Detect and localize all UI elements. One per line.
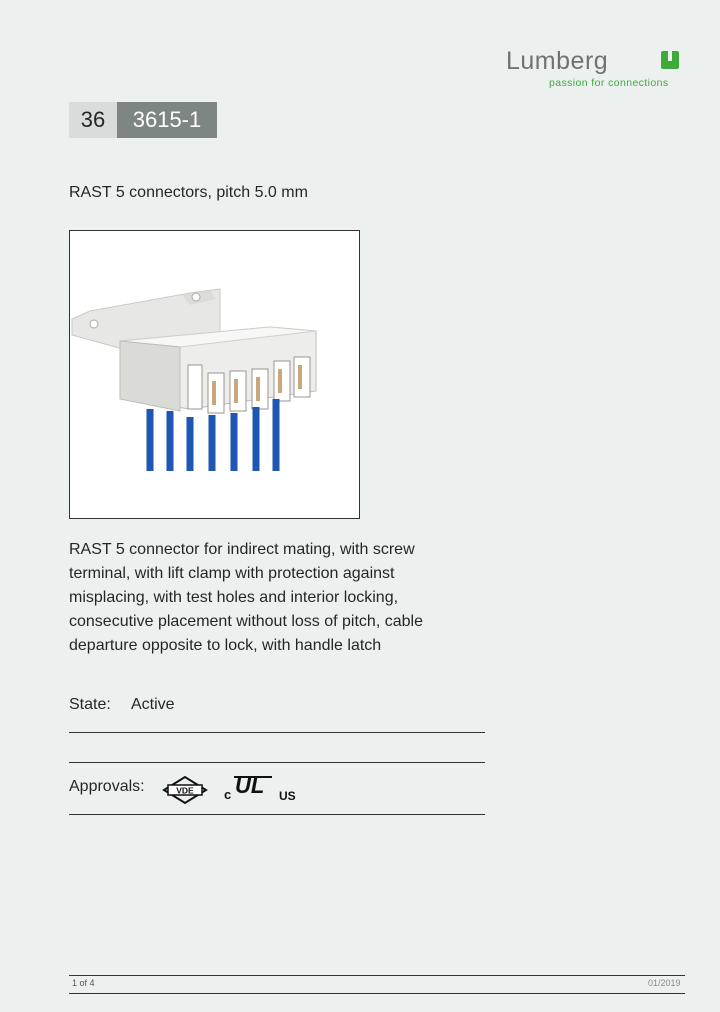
part-series: 36 [69, 102, 117, 138]
footer-divider-top [69, 975, 685, 976]
svg-text:UL: UL [235, 773, 265, 798]
footer-divider-bottom [69, 993, 685, 994]
footer-date: 01/2019 [648, 978, 681, 988]
state-value: Active [131, 696, 175, 713]
product-subtitle: RAST 5 connectors, pitch 5.0 mm [69, 184, 308, 201]
product-description: RAST 5 connector for indirect mating, with screw terminal, with lift clamp with protection against misplacing, with test holes and interior locking, consecutive placement without loss of pitch, cable departure opposite to lock, with handle latch [69, 541, 423, 654]
vde-mark [162, 775, 208, 810]
connector-photo [70, 231, 359, 518]
part-number: 3615-1 [117, 102, 217, 138]
page-number: 1 of 4 [72, 978, 95, 988]
ul-mark [224, 773, 296, 810]
lumberg-logo-icon [661, 51, 679, 69]
company-logo [506, 46, 690, 92]
divider [69, 814, 485, 815]
svg-text:VDE: VDE [176, 785, 194, 796]
divider [69, 762, 485, 763]
state-label: State: [69, 696, 111, 713]
svg-text:c: c [224, 787, 232, 802]
divider [69, 732, 485, 733]
logo-tagline: passion for connections [549, 77, 669, 89]
approvals-label: Approvals: [69, 778, 145, 795]
svg-text:US: US [279, 789, 296, 803]
product-image-frame [69, 230, 360, 519]
logo-wordmark: Lumberg [506, 47, 609, 75]
